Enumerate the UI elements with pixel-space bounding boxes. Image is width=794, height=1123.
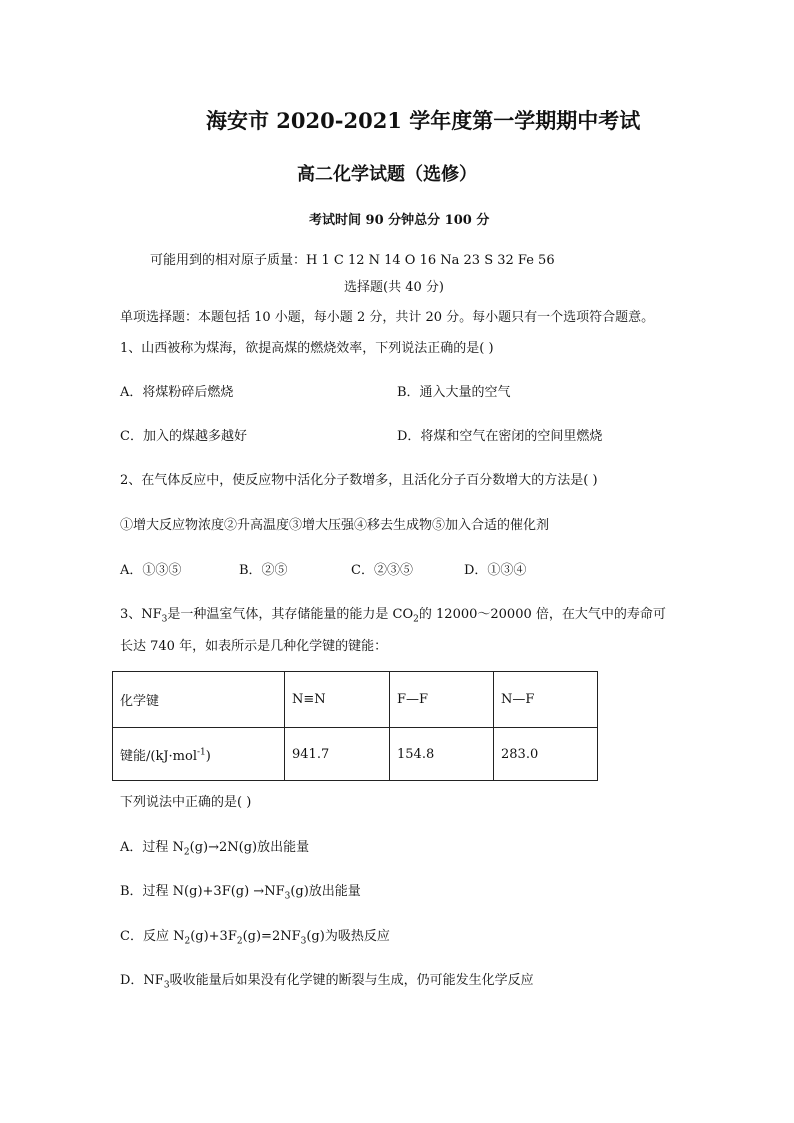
table-header-bond: 化学键	[113, 672, 285, 728]
q1-option-a: A．将煤粉碎后燃烧	[120, 385, 234, 400]
q3-option-a: A．过程 $N_2(g)\to 2N(g)$放出能量	[120, 840, 310, 858]
table-label-bond-energy: 键能/(kJ·mol$^{-1}$)	[113, 728, 285, 781]
q3-option-d: D．$NF_3$吸收能量后如果没有化学键的断裂与生成，仍可能发生化学反应	[120, 973, 534, 991]
q3-question: 下列说法中正确的是( )	[120, 795, 252, 810]
table-cell-value: 154.8	[390, 728, 494, 781]
table-cell-value: 941.7	[285, 728, 390, 781]
table-header-n-triple-n: N≡N	[285, 672, 390, 728]
atomic-masses: 可能用到的相对原子质量：H 1 C 12 N 14 O 16 Na 23 S 32 Fe 56	[150, 253, 555, 268]
q1-option-b: B．通入大量的空气	[397, 385, 511, 400]
q2-stem: 2、在气体反应中，使反应物中活化分子数增多，且活化分子百分数增大的方法是( )	[120, 473, 598, 488]
table-cell-value: 283.0	[494, 728, 598, 781]
q2-option-d: D．①③④	[464, 563, 527, 578]
exam-info: 考试时间 90 分钟总分 100 分	[309, 213, 490, 228]
q2-option-c: C．②③⑤	[351, 563, 413, 578]
exam-title: 海安市 2020-2021 学年度第一学期期中考试	[206, 108, 641, 133]
table-header-n-f: N—F	[494, 672, 598, 728]
bond-energy-table	[112, 671, 598, 781]
exam-subtitle: 高二化学试题（选修）	[297, 164, 477, 185]
section-heading: 选择题(共 40 分)	[344, 280, 444, 295]
q3-option-b: B．过程 $N(g)+3F(g) \to NF_3(g)$放出能量	[120, 884, 361, 902]
section-instructions: 单项选择题：本题包括 10 小题，每小题 2 分，共计 20 分。每小题只有一个选项符合题意。	[120, 310, 655, 325]
q2-option-a: A．①③⑤	[120, 563, 182, 578]
q1-option-c: C．加入的煤越多越好	[120, 429, 247, 444]
q1-stem: 1、山西被称为煤海，欲提高煤的燃烧效率，下列说法正确的是( )	[120, 341, 494, 356]
q2-option-b: B．②⑤	[239, 563, 288, 578]
table-row	[113, 728, 598, 781]
q1-option-d: D．将煤和空气在密闭的空间里燃烧	[397, 429, 603, 444]
q2-conditions: ①增大反应物浓度②升高温度③增大压强④移去生成物⑤加入合适的催化剂	[120, 518, 550, 533]
q3-stem: 3、$NF_3$是一种温室气体，其存储能量的能力是 $CO_2$的 12000～20000 倍，在大气中的寿命可	[120, 607, 666, 625]
table-row	[113, 672, 598, 728]
table-header-f-f: F—F	[390, 672, 494, 728]
q3-stem-line2: 长达 740 年，如表所示是几种化学键的键能：	[120, 639, 388, 654]
q3-option-c: C．反应 $N_2(g)+3F_2(g)=2NF_3(g)$为吸热反应	[120, 929, 390, 947]
